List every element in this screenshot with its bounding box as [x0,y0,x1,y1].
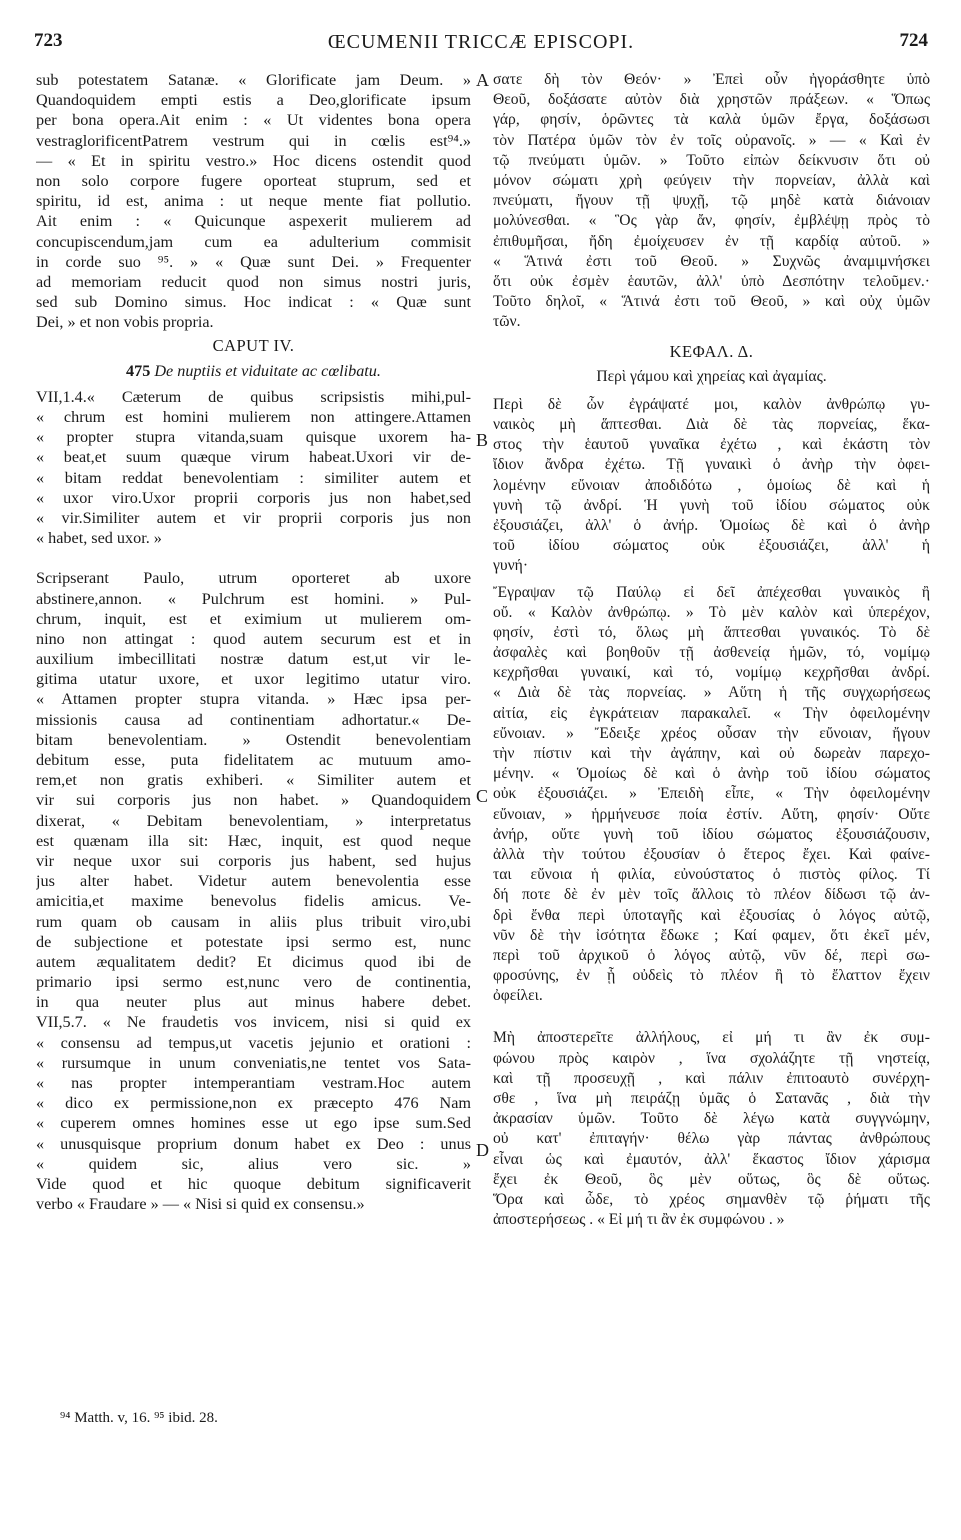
latin-text-line: vir neque uxor sui corporis jus habent, sed hujus [36,851,471,870]
greek-text-line: σατε δὴ τὸν Θεόν· » Ἐπεὶ οὖν ἠγοράσθητε ὑπὸ [493,71,930,88]
latin-column [36,70,471,1214]
greek-text-line: ται εὔνοια ἡ φιλία, εὐνούστατος ὁ πιστὸς φίλος. Τί [493,866,930,884]
latin-text-line: « Attamen propter stupra vitanda. » Hæc ipsa per- [36,690,471,709]
greek-text-line: εὔνοιαν. » Ἔδειξε χρέος οὖσαν τὴν εὔνοιαν, ἤγουν [493,724,930,742]
latin-text-line: Dei, » et non vobis propria. [36,313,214,332]
footnotes: ⁹⁴ Matth. v, 16. ⁹⁵ ibid. 28. [60,1410,218,1426]
greek-quote-line: τοῦ ἰδίου σώματος οὐκ ἐξουσιάζει, ἀλλ' ἡ [493,537,930,555]
latin-text-line: rem,et non gratis exhiberi. « Similiter autem et [36,771,471,790]
margin-letter-a: A [476,70,489,90]
greek-text-line: περὶ τοῦ ἀρχικοῦ ὁ λόγος αὐτῷ, νῦν δέ, περὶ σω- [493,946,930,964]
latin-text-line: Ait enim : « Quicunque aspexerit mulierem ad [36,212,471,231]
greek-text-line: Τοῦτο δηλοῖ, « Ἅτινά ἐστι τοῦ Θεοῦ, » καὶ οὐχ ὑμῶν [493,293,930,311]
greek-text-line: τῷ πνεύματι ὑμῶν. » Τοῦτο εἰπὼν δείκνυσιν ὅτι οὐ [493,151,930,169]
greek-text-line: μένην. « Ὁμοίως δὲ καὶ ὁ ἀνὴρ τοῦ ἰδίου σώματος [493,765,930,783]
margin-letter-b: B [476,430,489,450]
latin-text-line: debitum esse, puta fidelitatem ac mutuum amo- [36,751,471,770]
greek-text-line: ἀνήρ, οὔτε γυνὴ τοῦ ἰδίου σώματος ἐξουσιάζουσιν, [493,825,930,843]
latin-text-line: sub potestatem Satanæ. « Glorificate jam Deum. » [36,71,471,89]
latin-text-line: autem æqualitatem dedit? Et dicimus quod ibi de [36,952,471,971]
latin-section-title: De nuptiis et viduitate ac cœlibatu. [154,361,381,380]
latin-quote-line: « uxor viro.Uxor proprii corporis jus non habet,sed [36,488,471,507]
latin-text-line: Vide quod et hic quoque debitum significaverit [36,1174,471,1193]
latin-text-line: ad memoriam reducit quod non simus nostri juris, [36,272,471,291]
margin-letter-d: D [476,1140,489,1160]
greek-text-line: αἰτία, εἰς ἐγκράτειαν παρακαλεῖ. « Τὴν ὀφειλομένην [493,704,930,722]
greek-commentary [493,583,930,1007]
latin-text-line: VII,5.7. « Ne fraudetis vos invicem, nisi si quid ex [36,1013,471,1032]
greek-scripture-quote-2 [493,1028,930,1230]
latin-text-line: « cuperem omnes homines esse ut ego ipse sum.Sed [36,1114,471,1133]
greek-scripture-quote [493,395,930,577]
latin-section-heading [36,361,471,381]
greek-quote-line: εἶναι ὡς καὶ ἐμαυτόν, ἀλλ' ἕκαστος ἴδιον χάρισμα [493,1150,930,1168]
greek-text-line: ἐπιθυμῆσαι, ἤδη ἐμοίχευσεν ἐν τῇ καρδίᾳ αὐτοῦ. » [493,232,930,250]
greek-text-line: γάρ, φησίν, ὁρῶντες τὰ καλὰ ὑμῶν ἔργα, δοξάσωσι [493,111,930,129]
greek-text-line: μόνον σώματι χρὴ φεύγειν τὴν πορνείαν, ἀλλὰ καὶ [493,171,930,189]
latin-text-line: gitima utatur uxore, et uxor legitimo utatur viro. [36,670,471,689]
greek-text-line: « Ἅτινά ἐστι τοῦ Θεοῦ. » Συχνῶς ἀναμιμνήσκει [493,252,930,270]
running-title: ŒCUMENII TRICCÆ EPISCOPI. [327,31,635,53]
greek-text-line: πνεύματι, ἤγουν τῇ ψυχῇ, τῷ μηδὲ κατὰ διάνοιαν [493,192,930,210]
greek-quote-line: καὶ τῇ προσευχῇ , καὶ πάλιν ἐπιτοαυτὸ συνέρχη- [493,1069,930,1087]
greek-text-line: μολύνεσθαι. « Ὃς γὰρ ἄν, φησίν, ἐμβλέψῃ πρὸς τὸ [493,212,930,230]
greek-text-line: κεχρῆσθαι γυναικί, καὶ τό, νομίμῳ κεχρῆσθαι ἀνδρί. [493,664,930,682]
latin-text-line: amicitia,et maxime benevolus fidelis amicus. Ve- [36,892,471,911]
latin-text-line: vestraglorificentPatrem vestrum qui in cœlis est⁹⁴.» [36,131,471,150]
latin-paragraph-top [36,70,471,332]
latin-text-line: « unusquisque proprium donum habet ex Deo : unus [36,1134,471,1153]
latin-quote-line: VII,1.4.« Cæterum de quibus scripsistis mihi,pul- [36,387,471,406]
greek-text-line: Ἔγραψαν τῷ Παύλῳ εἰ δεῖ ἀπέχεσθαι γυναικὸς ἢ [493,583,930,601]
latin-chapter-heading: CAPUT IV. [212,336,295,356]
latin-text-line: in qua neuter plus aut minus habere debet. [36,993,471,1012]
greek-paragraph-top [493,70,930,332]
greek-text-line: ἀσφαλὲς καὶ βοηθοῦν τῇ ἀσθενείᾳ ἡμῶν, τό, νομίμῳ [493,644,930,662]
greek-quote-line: ἴδιον ἄνδρα ἐχέτω. Τῇ γυναικὶ ὁ ἀνὴρ τὴν ὀφει- [493,456,930,474]
latin-text-line: verbo « Fraudare » — « Nisi si quid ex consensu.» [36,1195,365,1214]
latin-text-line: rum quam ob causam in aliis plus tribuit viro,ubi [36,912,471,931]
greek-quote-line: Περὶ δὲ ὧν ἐγράψατέ μοι, καλὸν ἀνθρώπῳ γυ- [493,395,930,413]
latin-text-line: — « Et in spiritu vestro.» Hoc dicens ostendit quod [36,151,471,170]
latin-text-line: non solo corpore fugere oporteat stuprum, sed et [36,171,471,190]
latin-text-line: jus alter habet. Videtur autem benevolentia esse [36,872,471,891]
greek-quote-line: Ὅρα καὶ ὧδε, τὸ χρέος σημανθὲν τῷ ῥήματι τῆς [493,1190,930,1208]
greek-quote-line: λομένην εὔνοιαν ἀποδιδότω , ὁμοίως δὲ καὶ ἡ [493,476,930,494]
greek-text-line: ὅτι οὐκ ἐσμὲν ἑαυτῶν, ἀλλ' ὑπὸ Δεσπότην τελοῦμεν.· [493,272,930,290]
right-column-number: 724 [899,30,928,51]
greek-text-line: φροσύνης, ἐν ᾗ οὐδεὶς τὸ πλέον ἢ τὸ ἔλαττον ἔχειν [493,967,930,985]
greek-text-line: οὔ. « Καλὸν ἀνθρώπῳ. » Τὸ μὲν καλὸν καὶ ὑπερέχον, [493,603,930,621]
latin-text-line: Quandoquidem empti estis a Deo,glorificate ipsum [36,91,471,110]
greek-quote-line: ἀποστερήσεως . « Εἰ μή τι ἂν ἐκ συμφώνου . » [493,1211,785,1229]
latin-text-line: per bona opera.Ait enim : « Ut videntes bona opera [36,111,471,130]
greek-chapter-heading: ΚΕΦΑΛ. Δ. [669,342,754,362]
latin-text-line: chrum, inquit, est et eximium ut mulierem om- [36,609,471,628]
greek-quote-line: γυνὴ τῷ ἀνδρί. Ἡ γυνὴ τοῦ ἰδίου σώματος οὐκ [493,496,930,514]
greek-quote-line: σθε , ἵνα μὴ πειράζῃ ὑμᾶς ὁ Σατανᾶς , διὰ τὴν [493,1090,930,1108]
latin-scripture-quote [36,387,471,549]
latin-text-line: Scripserant Paulo, utrum oporteret ab uxore [36,569,471,588]
latin-text-line: vir sui corporis jus non habet. » Quandoquidem [36,791,471,810]
greek-quote-line: γυνή· [493,557,529,575]
greek-text-line: ὀφείλει. [493,987,543,1005]
latin-text-line: spiritu, id est, anima : ut neque mente fiat pollutio. [36,192,471,211]
greek-quote-line: οὐ κατ' ἐπιταγήν· θέλω γὰρ πάντας ἀνθρώπους [493,1130,930,1148]
greek-quote-line: ναικὸς μὴ ἅπτεσθαι. Διὰ δὲ τὰς πορνείας, ἕκα- [493,416,930,434]
latin-quote-line: « chrum est homini mulierem non attingere.Attamen [36,408,471,427]
left-column-number: 723 [34,30,63,51]
page-header [34,30,928,56]
greek-section-title: Περὶ γάμου καὶ χηρείας καὶ ἀγαμίας. [596,367,827,385]
latin-text-line: « consensu ad tempus,ut vacetis jejunio et orationi : [36,1033,471,1052]
greek-text-line: οὐκ ἐξουσιάζει. » Ἐπειδὴ εἶπε, « Τὴν ὀφειλομένην [493,785,930,803]
latin-text-line: « dico ex permissione,non ex præcepto 476 Nam [36,1094,471,1113]
latin-text-line: « nas propter intemperantiam vestram.Hoc autem [36,1074,471,1093]
greek-text-line: Θεοῦ, δοξάσατε αὐτὸν διὰ χρηστῶν πράξεων. « Ὅπως [493,91,930,109]
greek-text-line: τῶν. [493,313,521,331]
latin-quote-line: « beat,et suum quæque virum habeat.Uxori vir de- [36,448,471,467]
latin-quote-line: « bitam reddat benevolentiam : similiter autem et [36,468,471,487]
greek-text-line: εὔνοιαν, » ἡρμήνευσε ποία ἐστίν. Αὕτη, φησίν· Οὔτε [493,805,930,823]
greek-quote-line: φώνου πρὸς καιρὸν , ἵνα σχολάζητε τῇ νηστείᾳ, [493,1049,930,1067]
greek-text-line: ἀλλὰ τὴν τούτου ἐξουσίαν ὁ ἕτερος ἔχει. Καὶ φαίνε- [493,845,930,863]
greek-text-line: φησίν, ἐστὶ τό, ὅλως μὴ ἅπτεσθαι γυναικός. Τὸ δὲ [493,623,930,641]
latin-quote-line: « propter stupra vitanda,suam quisque uxorem ha- [36,428,471,447]
greek-text-line: δρὶ ἔνθα περὶ ὑποταγῆς καὶ ἐξουσίας ὁ λόγος αὐτῷ, [493,906,930,924]
latin-text-line: missionis causa ad continentiam adhortatur.« De- [36,710,471,729]
latin-text-line: auxilium imbecillitati nostræ datum est,ut vir le- [36,650,471,669]
greek-text-line: νῦν δὲ τὴν ἰσότητα ἔδωκε ; Καί φαμεν, ὅτι ἐκεῖ μέν, [493,926,930,944]
greek-text-line: τὸν Πατέρα ὑμῶν τὸν ἐν τοῖς οὐρανοῖς. » — « Καὶ ἐν [493,131,930,149]
latin-text-line: abstinere,annon. « Pulchrum est homini. » Pul- [36,589,471,608]
greek-quote-line: στος τὴν ἑαυτοῦ γυναῖκα ἐχέτω , καὶ ἑκάστη τὸν [493,436,930,454]
section-number: 475 [126,361,151,380]
margin-letter-c: C [476,786,489,806]
greek-text-line: τὴν πίστιν καὶ τὴν ἀγάπην, καὶ οὐ δωρεὰν παρεχο- [493,745,930,763]
latin-quote-line: « vir.Similiter autem et vir proprii corporis jus non [36,508,471,527]
latin-text-line: bitam benevolentiam. » Ostendit benevolentiam [36,730,471,749]
greek-text-line: δή ποτε δὲ ἐν μὲν τοῖς ἄλλοις τὸ πλέον δίδωσι τῷ ἀν- [493,886,930,904]
latin-text-line: dixerat, « Debitam benevolentiam, » interpretatus [36,811,471,830]
greek-column [493,70,930,1230]
greek-quote-line: ἀκρασίαν ὑμῶν. Τοῦτο δὲ λέγω κατὰ συγγνώμην, [493,1110,930,1128]
greek-quote-line: ἐξουσιάζει, ἀλλ' ὁ ἀνήρ. Ὁμοίως δὲ καὶ ὁ ἀνὴρ [493,516,930,534]
latin-quote-line: « habet, sed uxor. » [36,529,162,548]
latin-text-line: de subjectione et potestate ipsi sermo est, nunc [36,932,471,951]
greek-text-line: « Διὰ δὲ τὰς πορνείας. » Αὕτη ἡ τῆς συγχωρήσεως [493,684,930,702]
latin-commentary [36,568,471,1214]
greek-quote-line: ἔχει ἐκ Θεοῦ, ὃς μὲν οὕτως, ὃς δὲ οὕτως. [493,1170,930,1188]
latin-text-line: « rursumque in unum conveniatis,ne tentet vos Sata- [36,1053,471,1072]
latin-text-line: in corde suo ⁹⁵. » « Quæ sunt Dei. » Frequenter [36,252,471,271]
latin-text-line: concupiscendum,jam cum ea adulterium commisit [36,232,471,251]
greek-quote-line: Μὴ ἀποστερεῖτε ἀλλήλους, εἰ μή τι ἂν ἐκ συμ- [493,1029,930,1047]
latin-text-line: nino non attingat : quod autem securum est et in [36,629,471,648]
latin-text-line: « quidem sic, alius vero sic. » [36,1154,471,1173]
latin-text-line: sed sub Domino simus. Hoc indicat : « Quæ sunt [36,293,471,312]
latin-text-line: primario ipsi sermo est,nunc vero de continentia, [36,973,471,992]
latin-text-line: est quænam illa sit: Hæc, inquit, est quod neque [36,831,471,850]
